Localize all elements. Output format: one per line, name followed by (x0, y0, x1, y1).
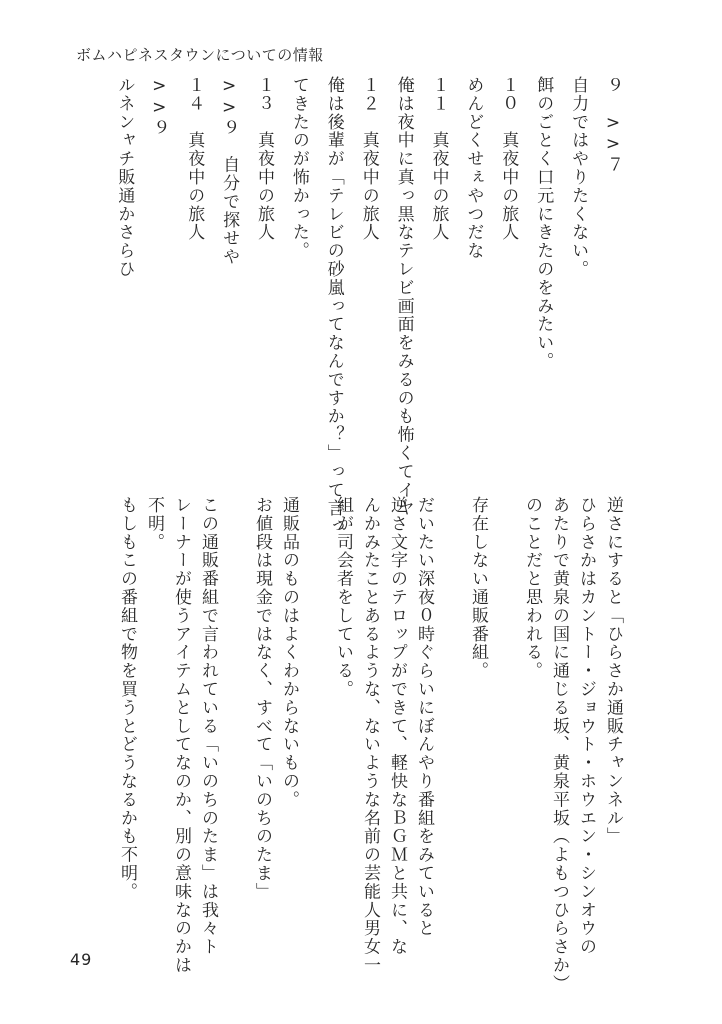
top-text-column: ９ >>７ (603, 76, 623, 174)
top-text-column: １２ 真夜中の旅人 (358, 76, 379, 242)
bottom-text-column: レーナーが使うアイテムとしてなのか、別の意味なのかは (171, 496, 191, 975)
bottom-text-column: 存在しない通販番組。 (468, 496, 488, 680)
bottom-text-column: だいたい深夜０時ぐらいにぼんやり番組をみていると (414, 496, 434, 938)
bottom-text-column: のことだと思われる。 (522, 496, 542, 680)
bottom-text-column: 逆さにすると「ひらさか通販チャンネル」 (603, 496, 623, 846)
top-text-column: 餌のごとく口元にきたのをみたい。 (533, 76, 554, 371)
bottom-text-column: 通販品のものはよくわからないもの。 (279, 496, 299, 809)
page-header: ボムハピネスタウンについての情報 (76, 46, 324, 64)
top-text-column: ルネンャチ販通かさらひ (114, 76, 135, 279)
bottom-text-column: もしもこの番組で物を買うとどうなるかも不明。 (117, 496, 137, 901)
top-text-column: 自力ではやりたくない。 (568, 76, 589, 279)
top-text-column: １１ 真夜中の旅人 (428, 76, 449, 242)
top-text-column: １３ 真夜中の旅人 (254, 76, 274, 242)
bottom-text-column: 逆さ文字のテロップができて、軽快なＢＧＭと共に、な (387, 496, 407, 956)
top-text-column: >>９ (149, 76, 170, 138)
bottom-text-column: お値段は現金ではなく、すべて「いのちのたま」 (252, 496, 272, 901)
bottom-text-column: 組が司会者をしている。 (333, 496, 353, 699)
top-text-column: >>９ 自分で探せや (219, 76, 240, 266)
top-text-column: めんどくせぇやつだな (463, 76, 484, 260)
top-text-column: １４ 真夜中の旅人 (184, 76, 205, 242)
bottom-text-column: 不明。 (144, 496, 164, 552)
top-text-column: てきたのが怖かった。 (288, 76, 309, 260)
bottom-text-column: んかみたことあるような、ないような名前の芸能人男女一 (360, 496, 380, 975)
top-text-column: １０ 真夜中の旅人 (498, 76, 519, 242)
bottom-text-column: ひらさかはカントー・ジョウト・ホウエン・シンオウの (576, 496, 596, 956)
page-number: 49 (70, 950, 93, 969)
top-text-column: 俺は夜中に真っ黒なテレビ画面をみるのも怖くてイヤ (393, 76, 414, 518)
bottom-text-column: あたりで黄泉の国に通じる坂、黄泉平坂（よもつひらさか） (549, 496, 569, 993)
top-text-column: 俺は後輩が「テレビの砂嵐ってなんですか？」って言っ (323, 76, 344, 536)
bottom-text-column: この通販番組で言われている「いのちのたま」は我々ト (198, 496, 218, 956)
